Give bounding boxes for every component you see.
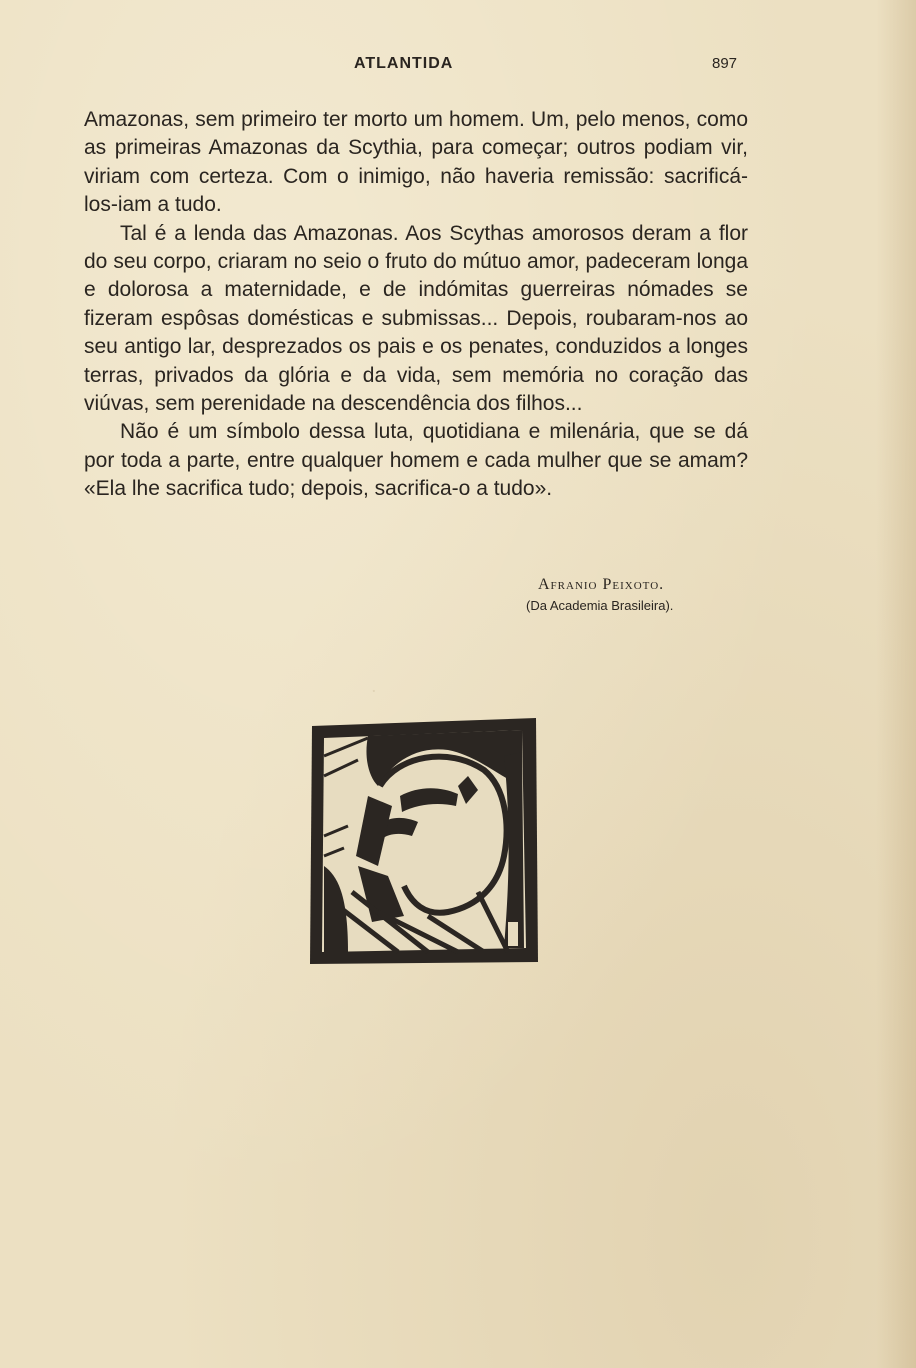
author-name: Afranio Peixoto. xyxy=(538,576,665,593)
show-through-text: . xyxy=(372,676,377,696)
running-title: ATLANTIDA xyxy=(354,55,454,72)
page-edge-shadow xyxy=(876,0,916,1368)
article-body xyxy=(84,106,748,504)
paragraph-2: Tal é a lenda das Amazonas. Aos Scythas amorosos deram a flor do seu corpo, criaram no seio o fruto do mútuo amor, padeceram longa e dolorosa a maternidade, e de indómitas guerreiras nómades se fizeram espôsas domésticas e submissas... Depois, roubaram-nos ao seu antigo lar, desprezados os pais e os penates, conduzidos a longes terras, privados da glória e da vida, sem memória no coração das viúvas, sem perenidade na descendência dos filhos... xyxy=(84,221,748,416)
signature-block xyxy=(526,576,736,613)
paragraph-1: Amazonas, sem primeiro ter morto um homem. Um, pelo menos, como as primeiras Amazonas da Scythia, para começar; outros podiam vir, viriam com certeza. Com o inimigo, não haveria remissão: sacrificá-los-iam a tudo. xyxy=(84,108,748,217)
author-affiliation: (Da Academia Brasileira). xyxy=(526,598,674,613)
page-number: 897 xyxy=(712,55,738,72)
running-header xyxy=(0,55,916,79)
woodcut-portrait-icon xyxy=(308,716,540,966)
paragraph-3: Não é um símbolo dessa luta, quotidiana e milenária, que se dá por toda a parte, entre qualquer homem e cada mulher que se amam? «Ela lhe sacrifica tudo; depois, sacrifica-o a tudo». xyxy=(84,420,748,501)
woodcut-illustration xyxy=(308,716,540,966)
